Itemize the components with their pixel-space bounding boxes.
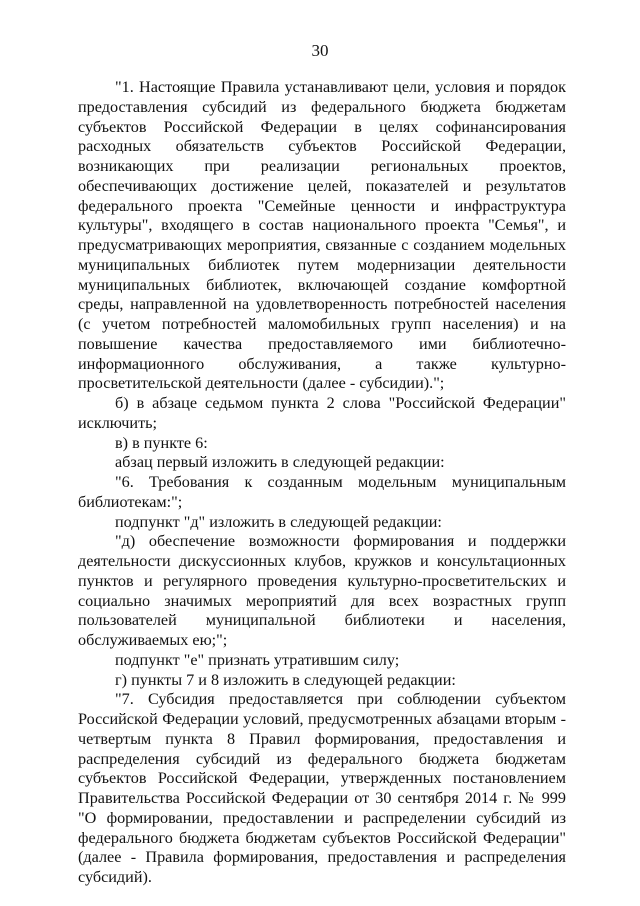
paragraph-subitem-d: "д) обеспечение возможности формирования и поддержки деятельности дискуссионных клубов, кружков и консультационных пунктов и регулярного проведения культурно-просветительских и социально значимых мероприятий для всех возрастных групп пользователей муниципальной библиотеки и населения, обслуживаемых ею;"; [78,532,566,649]
paragraph-amend-g: г) пункты 7 и 8 изложить в следующей редакции: [115,670,456,689]
paragraph-item-7: "7. Субсидия предоставляется при соблюдении субъектом Российской Федерации условий, предусмотренных абзацами вторым - четвертым пункта 8 Правил формирования, предоставления и распределения субсидий из федерального бюджета бюджетам субъектов Российской Федерации, утвержденных постановлением Правительства Российской Федерации от 30 сентября 2014 г. № 999 "О формировании, предоставлении и распределении субсидий из федерального бюджета бюджетам субъектов Российской Федерации" (далее - Правила формирования, предоставления и распределения субсидий). [78,690,566,886]
paragraph-rules-purpose: "1. Настоящие Правила устанавливают цели, условия и порядок предоставления субсидий из федерального бюджета бюджетам субъектов Российской Федерации в целях софинансирования расходных обязательств субъектов Российской Федерации, возникающих при реализации региональных проектов, обеспечивающих достижение целей, показателей и результатов федерального проекта "Семейные ценности и инфраструктура культуры", входящего в состав национального проекта "Семья", и предусматривающих мероприятия, связанные с созданием модельных муниципальных библиотек путем модернизации деятельности муниципальных библиотек, включающей создание комфортной среды, направленной на удовлетворенность потребностей населения (с учетом потребностей маломобильных групп населения) и на повышение качества предоставляемого ими библиотечно-информационного обслуживания, а также культурно-просветительской деятельности (далее - субсидии)."; [78,78,566,393]
page-number: 30 [311,41,329,60]
paragraph-subitem-d-intro: подпункт "д" изложить в следующей редакции: [115,512,442,531]
paragraph-first-abzac: абзац первый изложить в следующей редакции: [115,453,445,472]
paragraph-amend-b: б) в абзаце седьмом пункта 2 слова "Российской Федерации" исключить; [78,394,566,432]
document-body [78,78,566,888]
paragraph-amend-v: в) в пункте 6: [115,433,208,452]
paragraph-item-6: "6. Требования к созданным модельным муниципальным библиотекам:"; [78,473,566,511]
paragraph-subitem-e: подпункт "е" признать утратившим силу; [115,650,400,669]
